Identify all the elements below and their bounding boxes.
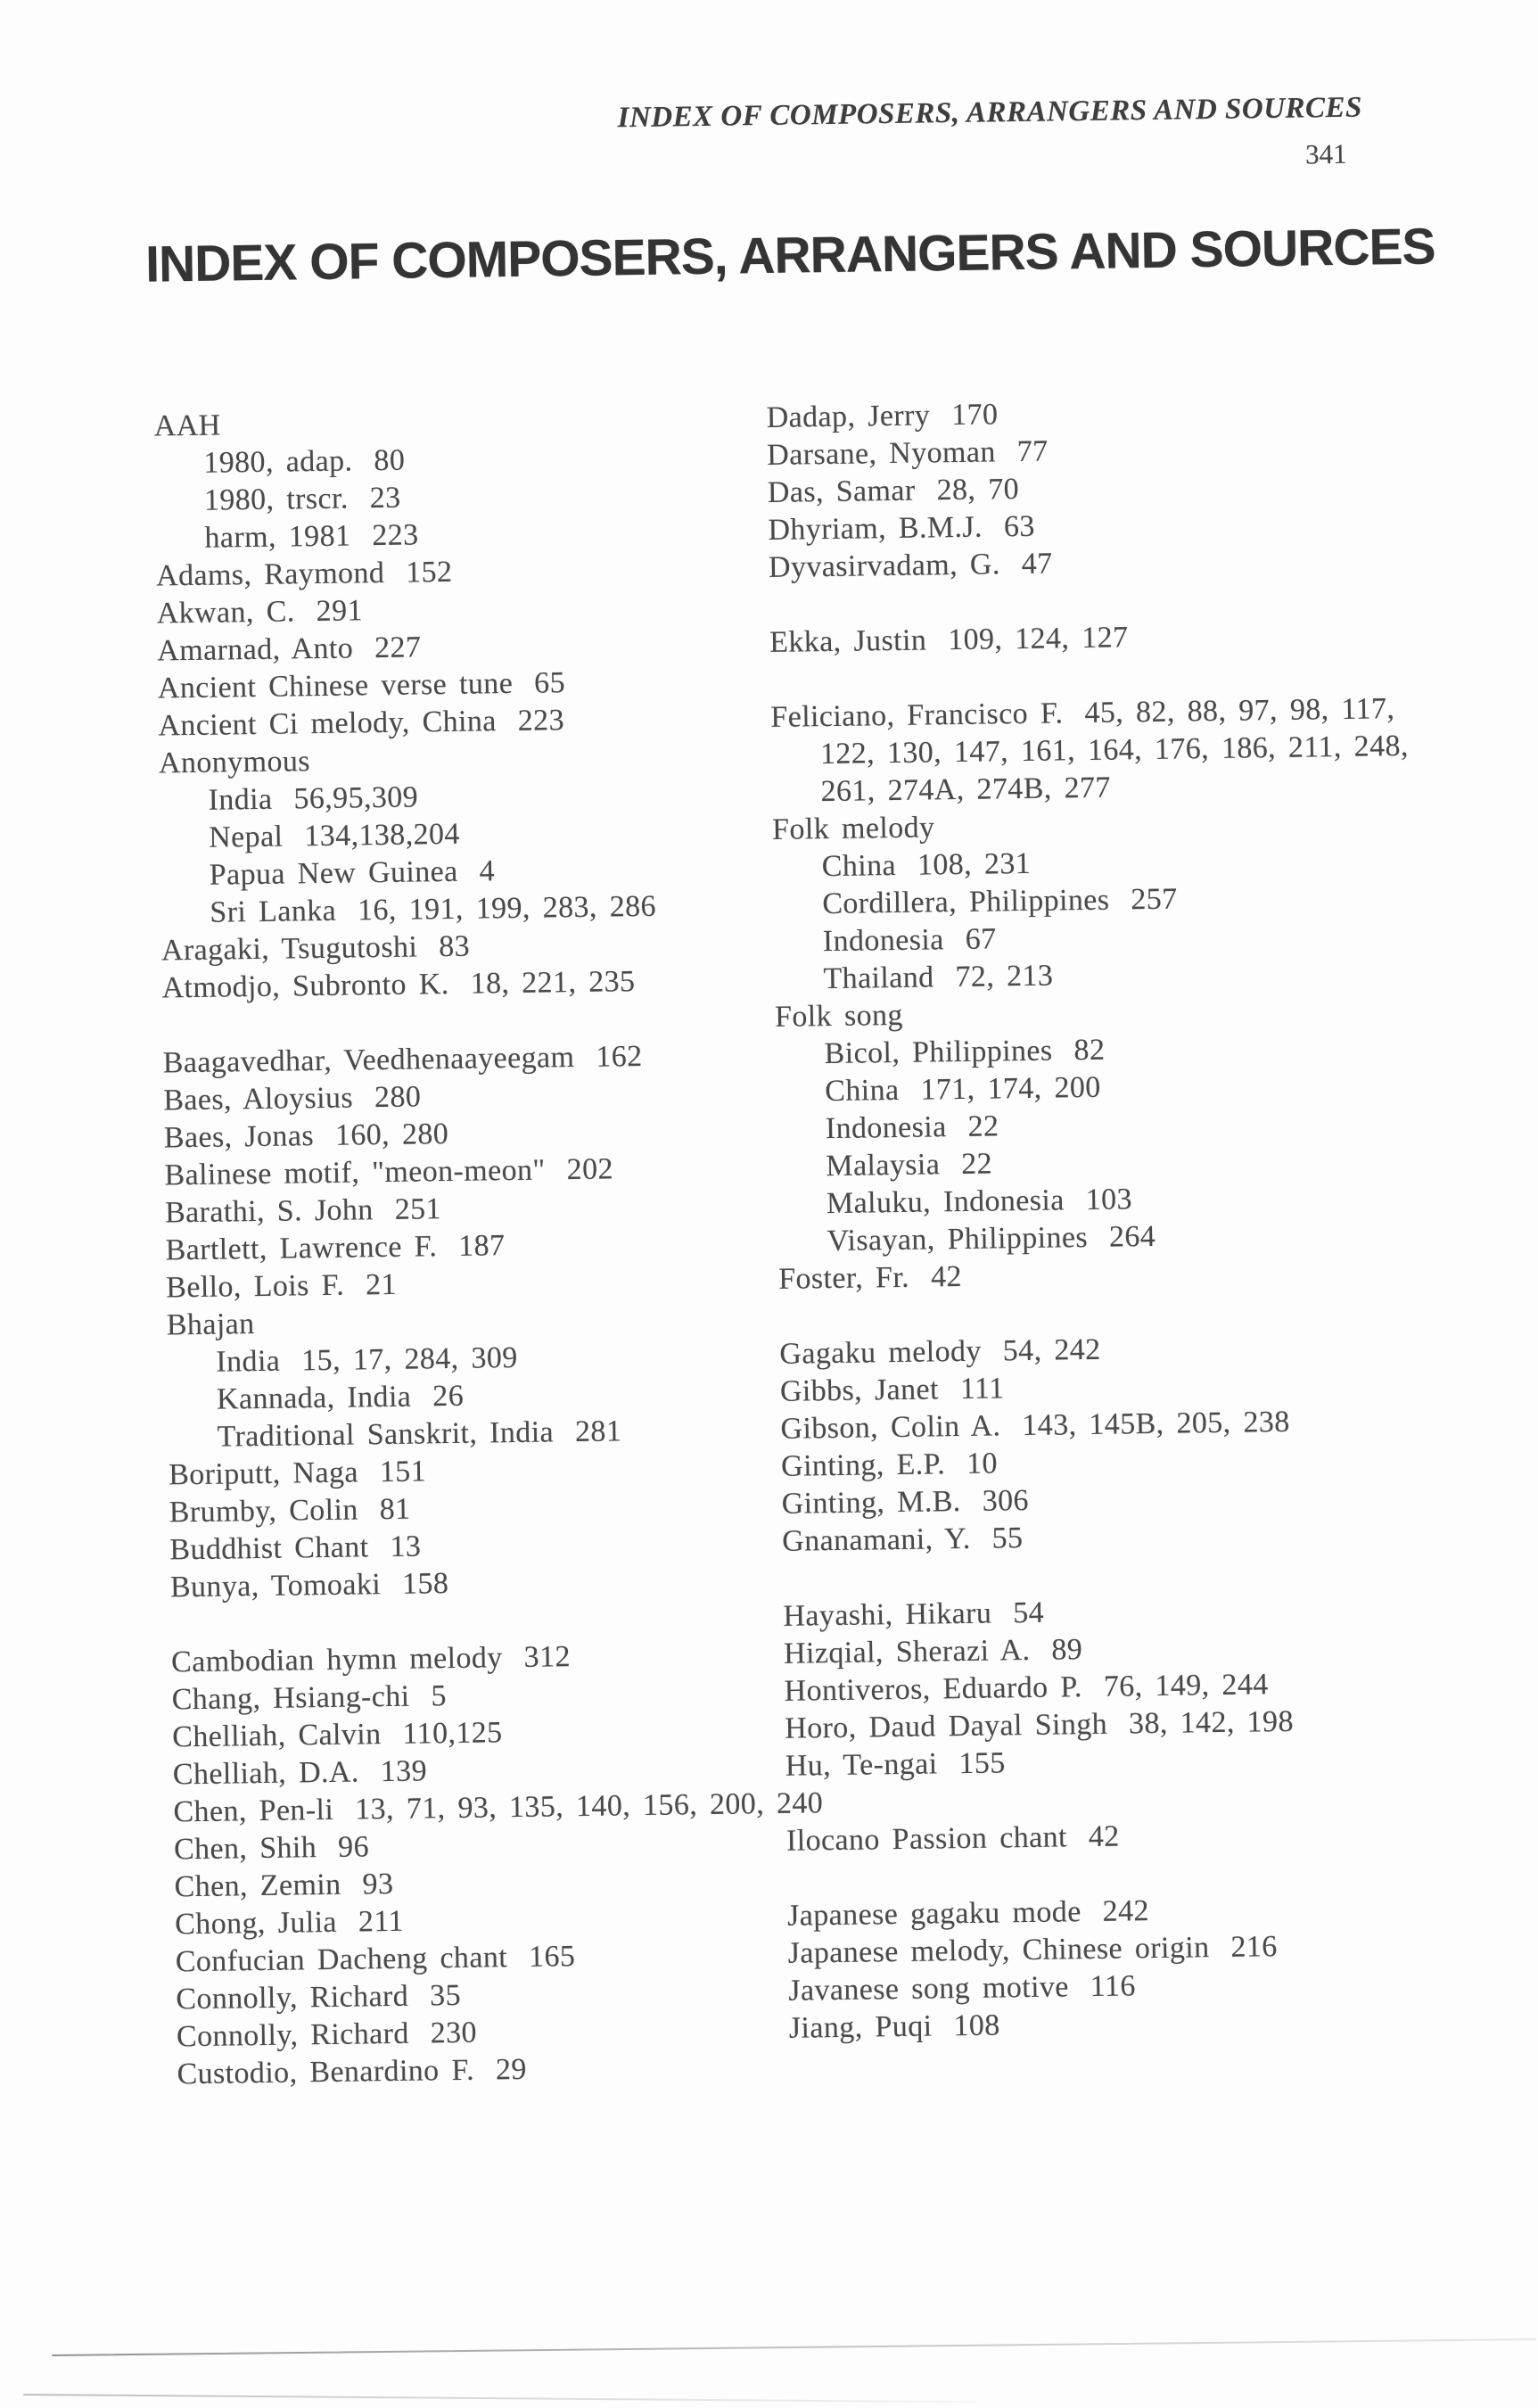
- entry-pages: 134,138,204: [304, 817, 461, 854]
- entry-text: Ancient Chinese verse tune: [157, 666, 514, 705]
- entry-text: Das, Samar: [767, 474, 916, 509]
- entry-pages: 165: [528, 1940, 576, 1974]
- entry-text: Gagaku melody: [779, 1334, 983, 1371]
- entry-pages: 187: [457, 1229, 506, 1263]
- entry-pages: 67: [965, 922, 997, 956]
- entry-text: Chang, Hsiang-chi: [171, 1679, 410, 1717]
- entry-text: Sri Lanka: [210, 894, 337, 929]
- entry-pages: 54: [1013, 1596, 1045, 1630]
- entry-pages: 109, 124, 127: [947, 621, 1129, 657]
- entry-pages: 103: [1085, 1183, 1133, 1217]
- entry-text: Foster, Fr.: [777, 1260, 910, 1296]
- entry-pages: 13: [390, 1530, 422, 1563]
- entry-text: Bello, Lois F.: [165, 1268, 345, 1305]
- entry-pages: 82: [1073, 1033, 1106, 1068]
- entry-text: Anonymous: [158, 745, 311, 780]
- entry-text: Chelliah, D.A.: [172, 1755, 360, 1792]
- entry-pages: 143, 145B, 205, 238: [1022, 1405, 1290, 1443]
- entry-text: Hu, Te-ngai: [785, 1747, 938, 1783]
- entry-text: Chong, Julia: [174, 1905, 338, 1942]
- entry-pages: 10: [966, 1447, 999, 1480]
- entry-text: Japanese melody, Chinese origin: [787, 1931, 1210, 1970]
- entry-pages: 54, 242: [1002, 1332, 1101, 1368]
- running-header: INDEX OF COMPOSERS, ARRANGERS AND SOURCES: [617, 91, 1363, 135]
- entry-text: Confucian Dacheng chant: [175, 1941, 508, 1979]
- entry-text: Chelliah, Calvin: [172, 1718, 382, 1754]
- entry-pages: 251: [394, 1192, 442, 1226]
- entry-text: Brumby, Colin: [169, 1493, 359, 1530]
- entry-text: Baagavedhar, Veedhenaayeegam: [162, 1041, 575, 1080]
- entry-text: Horo, Daud Dayal Singh: [784, 1707, 1108, 1745]
- entry-pages: 211: [358, 1904, 405, 1939]
- entry-text: Indonesia: [822, 923, 944, 959]
- entry-pages: 223: [372, 518, 419, 553]
- entry-pages: 4: [479, 854, 496, 888]
- index-entry: [789, 2000, 1450, 2047]
- entry-text: Javanese song motive: [788, 1970, 1070, 2008]
- entry-pages: 38, 142, 198: [1128, 1704, 1295, 1741]
- entry-text: Folk song: [774, 998, 904, 1034]
- entry-text: Chen, Zemin: [174, 1868, 341, 1904]
- entry-pages: 227: [374, 631, 422, 665]
- entry-pages: 42: [930, 1259, 963, 1294]
- entry-text: Darsane, Nyoman: [767, 435, 996, 472]
- entry-text: harm, 1981: [204, 519, 351, 555]
- entry-pages: 93: [362, 1867, 394, 1901]
- entry-text: Ginting, M.B.: [781, 1485, 961, 1521]
- entry-text: Bicol, Philippines: [824, 1034, 1053, 1071]
- entry-pages: 22: [960, 1147, 993, 1181]
- entry-text: Atmodjo, Subronto K.: [161, 967, 449, 1005]
- entry-pages: 306: [982, 1483, 1030, 1518]
- entry-pages: 42: [1088, 1819, 1120, 1854]
- entry-pages: 89: [1051, 1633, 1083, 1667]
- entry-text: 1980, adap.: [203, 444, 353, 480]
- entry-text: Hizqial, Sherazi A.: [783, 1633, 1031, 1670]
- entry-pages: 152: [405, 555, 453, 590]
- entry-text: Buddhist Chant: [169, 1530, 369, 1567]
- entry-text: Gnanamani, Y.: [782, 1521, 971, 1558]
- entry-text: India: [208, 782, 273, 817]
- entry-pages: 76, 149, 244: [1103, 1668, 1269, 1703]
- entry-pages: 170: [950, 398, 999, 433]
- entry-pages: 28, 70: [936, 473, 1020, 507]
- entry-pages: 18, 221, 235: [470, 965, 636, 1001]
- entry-text: Hontiveros, Eduardo P.: [784, 1670, 1083, 1708]
- entry-pages: 281: [574, 1414, 622, 1449]
- entry-pages: 116: [1090, 1969, 1136, 2004]
- entry-text: Akwan, C.: [156, 595, 295, 631]
- entry-text: Folk melody: [771, 811, 935, 846]
- entry-text: Maluku, Indonesia: [826, 1183, 1065, 1221]
- entry-pages: 81: [379, 1492, 411, 1527]
- entry-text: Visayan, Philippines: [827, 1221, 1089, 1258]
- entry-pages: 65: [533, 666, 566, 700]
- entry-text: 261, 274A, 274B, 277: [820, 771, 1112, 809]
- entry-text: Connolly, Richard: [176, 1979, 409, 2016]
- entry-text: Connolly, Richard: [176, 2016, 410, 2054]
- entry-pages: 21: [365, 1267, 398, 1302]
- entry-text: Ekka, Justin: [769, 623, 927, 659]
- entry-text: Cambodian hymn melody: [170, 1641, 503, 1679]
- entry-text: Bunya, Tomoaki: [169, 1568, 382, 1604]
- entry-pages: 56,95,309: [293, 780, 419, 816]
- entry-pages: 111: [959, 1372, 1005, 1406]
- entry-pages: 35: [429, 1978, 462, 2013]
- entry-text: Malaysia: [826, 1148, 941, 1183]
- entry-pages: 162: [596, 1039, 643, 1074]
- entry-text: Hayashi, Hikaru: [783, 1596, 992, 1633]
- entry-text: Gibbs, Janet: [779, 1373, 940, 1408]
- entry-text: AAH: [153, 408, 221, 443]
- entry-text: Ancient Ci melody, China: [158, 705, 498, 743]
- entry-text: Japanese gagaku mode: [786, 1895, 1082, 1933]
- entry-text: Amarnad, Anto: [157, 631, 354, 668]
- entry-text: Chen, Shih: [173, 1831, 317, 1867]
- entry-text: Ginting, E.P.: [780, 1447, 946, 1483]
- entry-text: Aragaki, Tsugutoshi: [160, 930, 418, 968]
- entry-text: Baes, Aloysius: [163, 1081, 354, 1117]
- entry-pages: 63: [1003, 509, 1035, 544]
- entry-text: Balinese motif, "meon-meon": [164, 1153, 546, 1192]
- entry-pages: 72, 213: [955, 959, 1054, 994]
- entry-pages: 23: [369, 481, 401, 515]
- entry-text: Cordillera, Philippines: [822, 883, 1110, 921]
- entry-text: Gibson, Colin A.: [780, 1409, 1001, 1446]
- entry-text: Bartlett, Lawrence F.: [165, 1230, 438, 1267]
- entry-pages: 151: [379, 1455, 427, 1489]
- entry-pages: 108: [953, 2008, 1000, 2043]
- entry-pages: 29: [495, 2052, 528, 2087]
- index-column-left: [153, 400, 824, 2093]
- entry-text: Boriputt, Naga: [168, 1456, 359, 1492]
- entry-pages: 108, 231: [917, 846, 1032, 882]
- entry-text: Adams, Raymond: [155, 556, 385, 593]
- entry-pages: 202: [566, 1152, 614, 1187]
- entry-pages: 26: [432, 1379, 465, 1414]
- entry-pages: 280: [374, 1080, 422, 1115]
- entry-pages: 158: [401, 1567, 449, 1601]
- entry-pages: 139: [380, 1754, 428, 1789]
- entry-pages: 45, 82, 88, 97, 98, 117,: [1084, 692, 1395, 730]
- entry-text: Chen, Pen-li: [173, 1793, 334, 1829]
- entry-pages: 291: [316, 594, 364, 629]
- entry-pages: 96: [337, 1830, 370, 1864]
- entry-pages: 155: [958, 1746, 1006, 1781]
- entry-pages: 13, 71, 93, 135, 140, 156, 200, 240: [354, 1786, 824, 1827]
- entry-text: Feliciano, Francisco F.: [770, 697, 1064, 734]
- entry-text: Custodio, Benardino F.: [177, 2053, 475, 2091]
- entry-pages: 160, 280: [334, 1117, 449, 1152]
- entry-text: Jiang, Puqi: [788, 2009, 933, 2045]
- entry-text: Dadap, Jerry: [766, 399, 931, 434]
- entry-text: Indonesia: [825, 1110, 947, 1146]
- entry-pages: 110,125: [402, 1716, 503, 1751]
- entry-text: Baes, Jonas: [163, 1119, 315, 1155]
- entry-text: India: [216, 1344, 281, 1379]
- entry-text: 1980, trscr.: [203, 482, 350, 517]
- entry-pages: 16, 191, 199, 283, 286: [357, 889, 657, 928]
- entry-text: Dyvasirvadam, G.: [768, 548, 1001, 584]
- entry-text: Bhajan: [166, 1307, 255, 1342]
- entry-pages: 216: [1230, 1930, 1278, 1964]
- entry-text: China: [824, 1073, 900, 1109]
- entry-text: Kannada, India: [216, 1380, 412, 1416]
- entry-pages: 257: [1131, 882, 1178, 917]
- entry-pages: 77: [1016, 434, 1049, 469]
- entry-pages: 55: [991, 1521, 1024, 1555]
- entry-pages: 242: [1102, 1894, 1150, 1928]
- entry-text: Ilocano Passion chant: [785, 1820, 1068, 1858]
- entry-pages: 312: [523, 1640, 572, 1674]
- entry-text: Traditional Sanskrit, India: [217, 1415, 555, 1454]
- entry-pages: 5: [431, 1679, 448, 1713]
- entry-pages: 230: [430, 2016, 478, 2050]
- entry-pages: 264: [1108, 1219, 1156, 1254]
- entry-pages: 47: [1021, 547, 1053, 581]
- entry-pages: 22: [967, 1109, 999, 1143]
- entry-pages: 15, 17, 284, 309: [301, 1340, 518, 1378]
- entry-text: Thailand: [823, 961, 934, 996]
- entry-text: Papua New Guinea: [209, 854, 458, 892]
- page-title: INDEX OF COMPOSERS, ARRANGERS AND SOURCES: [144, 218, 1435, 293]
- page-number: 341: [1304, 137, 1347, 170]
- entry-text: China: [821, 848, 897, 884]
- entry-pages: 223: [517, 704, 565, 738]
- entry-text: Nepal: [208, 820, 284, 854]
- entry-text: 122, 130, 147, 161, 164, 176, 186, 211, 248,: [819, 729, 1410, 771]
- entry-pages: 80: [374, 443, 406, 478]
- index-column-right: [766, 391, 1449, 2048]
- entry-pages: 83: [438, 929, 471, 964]
- entry-text: Dhyriam, B.M.J.: [768, 510, 983, 547]
- index-entry: [177, 2048, 793, 2094]
- entry-pages: 171, 174, 200: [920, 1070, 1101, 1107]
- entry-text: Barathi, S. John: [164, 1193, 374, 1230]
